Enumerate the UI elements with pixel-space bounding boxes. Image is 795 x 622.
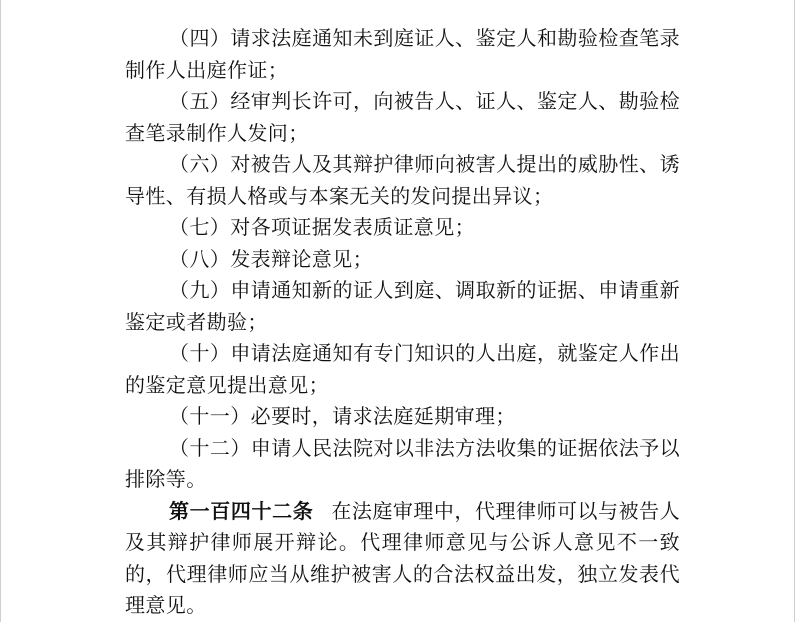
list-item-12: （十二）申请人民法院对以非法方法收集的证据依法予以排除等。 — [125, 435, 680, 491]
list-item-10: （十）申请法庭通知有专门知识的人出庭，就鉴定人作出的鉴定意见提出意见； — [125, 341, 680, 397]
page-border-left — [0, 0, 1, 622]
document-body — [125, 23, 680, 622]
list-item-9: （九）申请通知新的证人到庭、调取新的证据、申请重新鉴定或者勘验； — [125, 278, 680, 334]
list-item-11: （十一）必要时，请求法庭延期审理； — [169, 404, 516, 428]
list-item-4: （四）请求法庭通知未到庭证人、鉴定人和勘验检查笔录制作人出庭作证； — [125, 26, 680, 82]
list-item-7: （七）对各项证据发表质证意见； — [169, 215, 475, 239]
article-text: 在法庭审理中，代理律师可以与被告人及其辩护律师展开辩论。代理律师意见与公诉人意见不一致的，代理律师应当从维护被害人的合法权益出发，独立发表代理意见。 — [125, 498, 680, 617]
list-item-5: （五）经审判长许可，向被告人、证人、鉴定人、勘验检查笔录制作人发问； — [125, 89, 680, 145]
article-number: 第一百四十二条 — [169, 498, 314, 523]
article-142 — [125, 496, 680, 622]
list-item-6: （六）对被告人及其辩护律师向被害人提出的威胁性、诱导性、有损人格或与本案无关的发问提出异议； — [125, 152, 680, 208]
list-item-8: （八）发表辩论意见； — [169, 246, 373, 271]
